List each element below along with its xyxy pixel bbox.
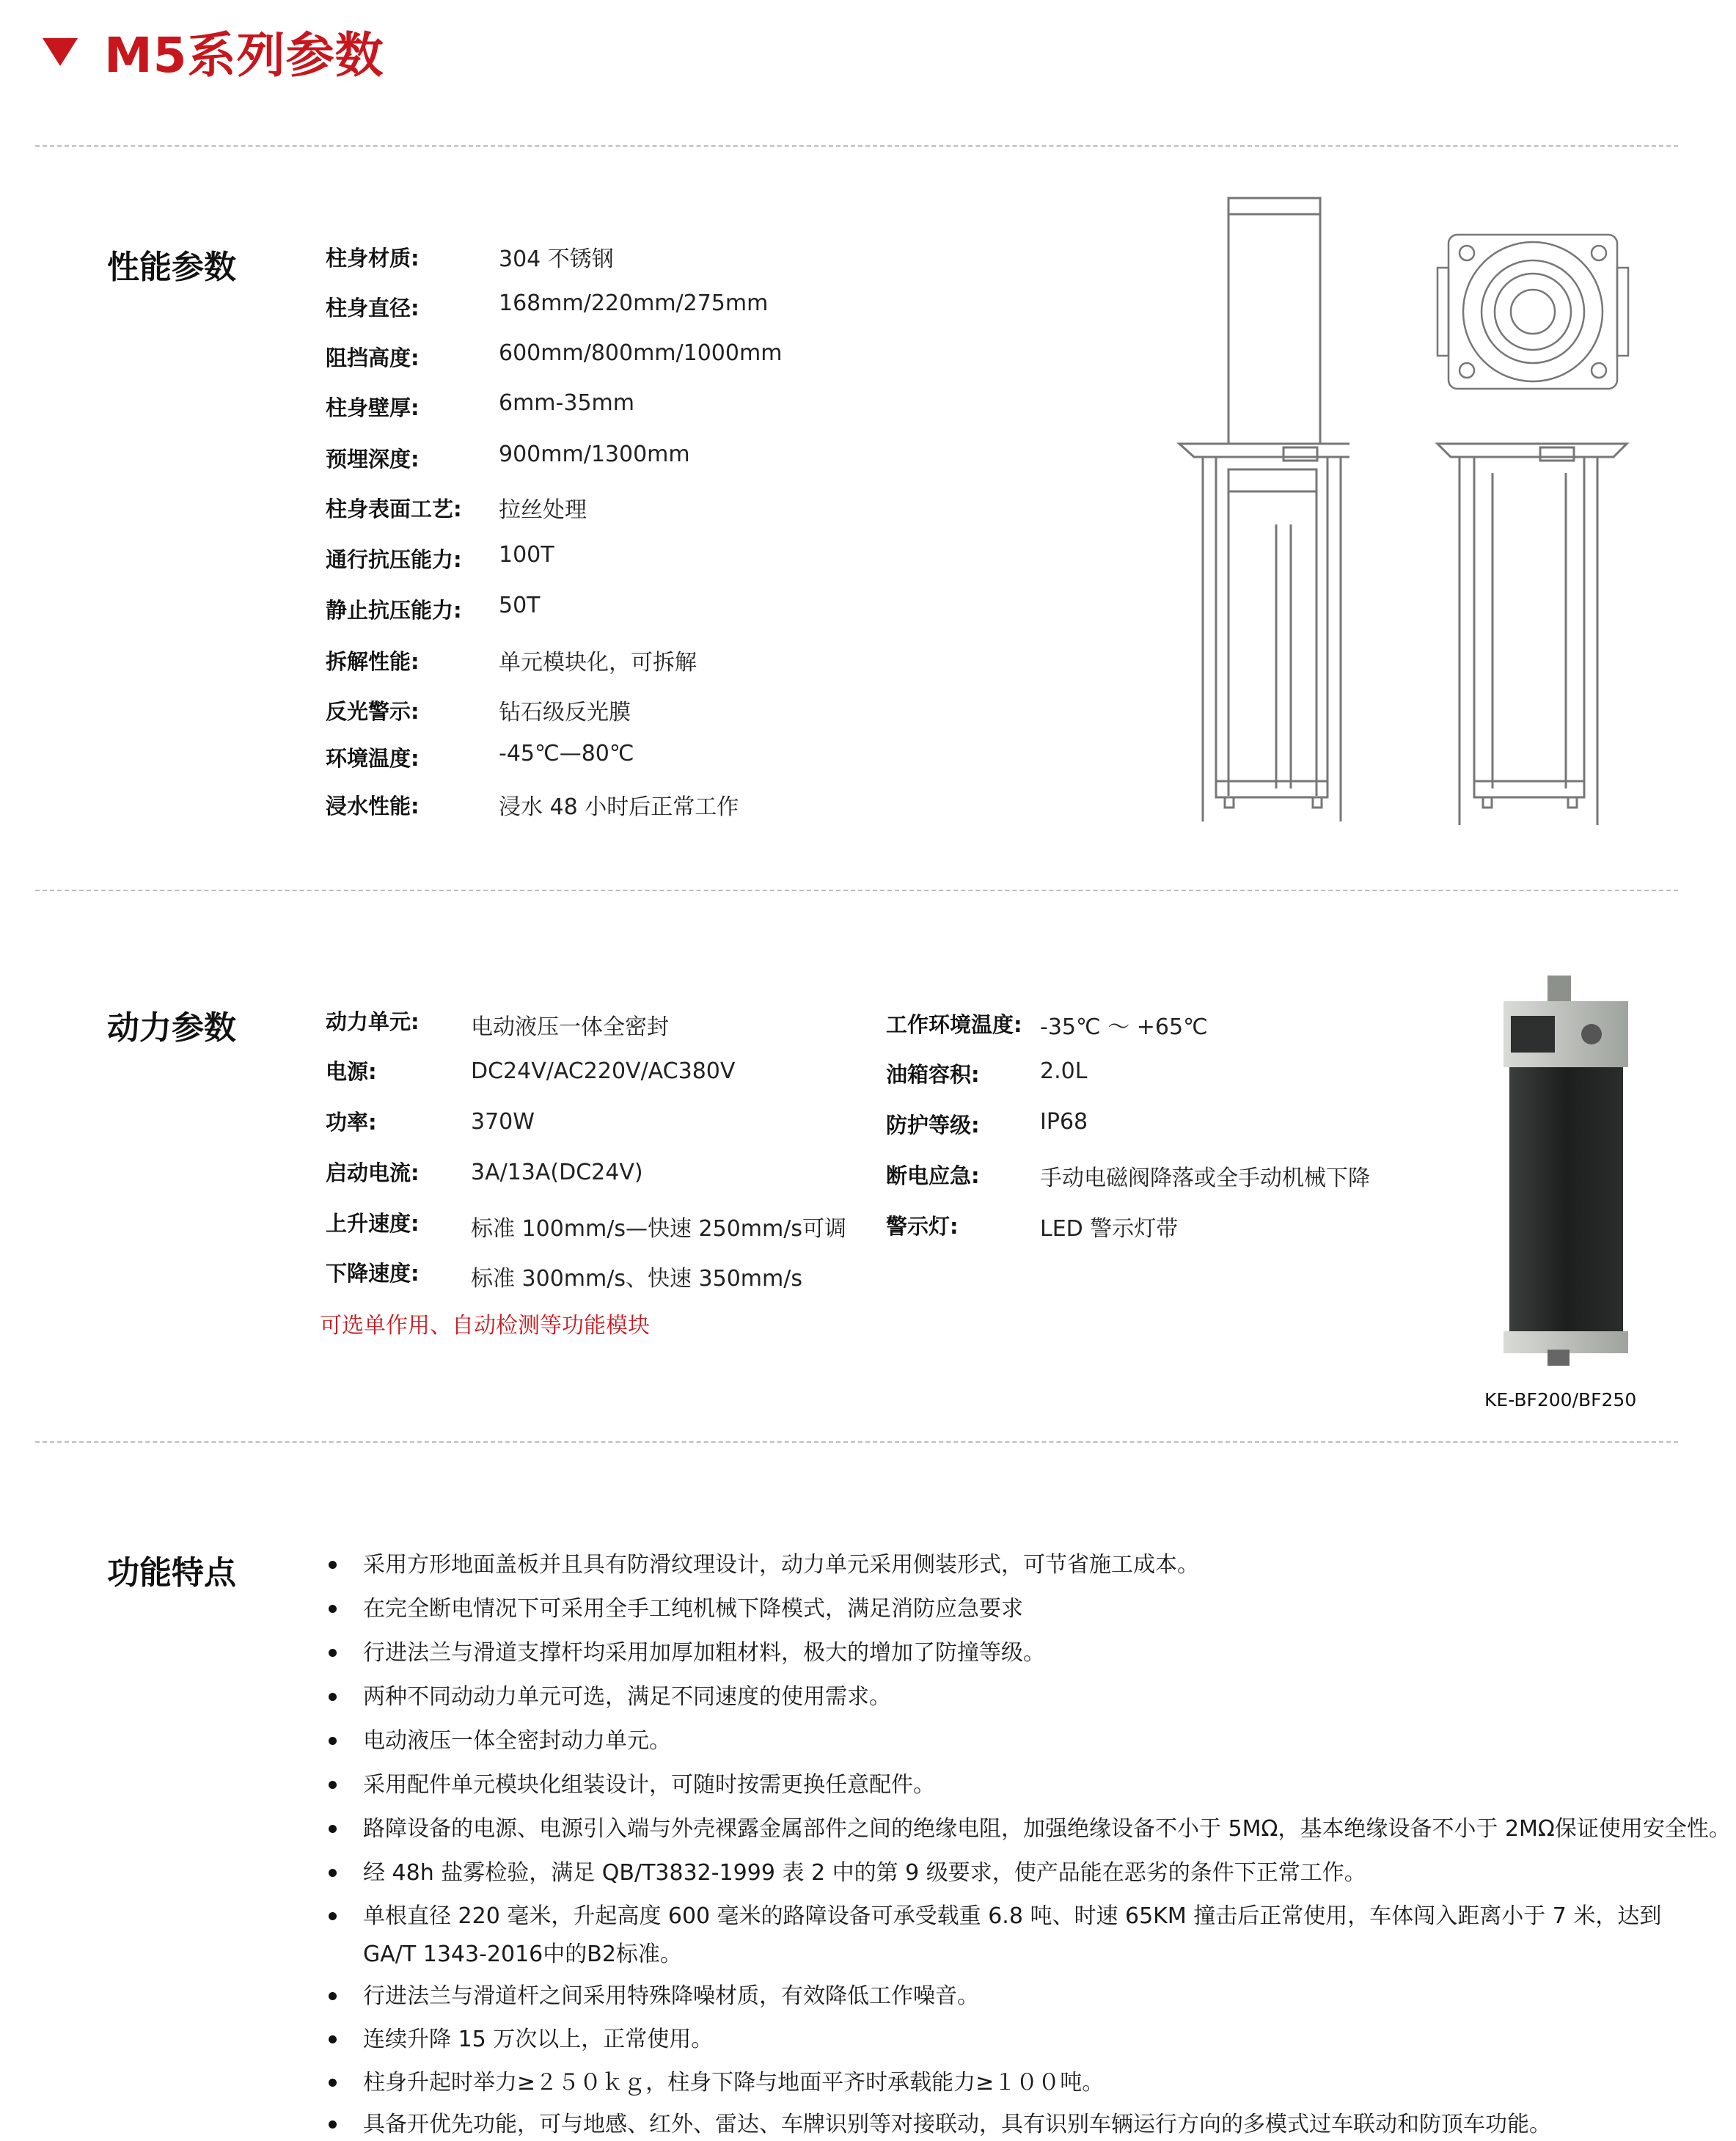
feature-item: 路障设备的电源、电源引入端与外壳裸露金属部件之间的绝缘电阻，加强绝缘设备不小于 5MΩ，基本绝缘设备不小于 2MΩ保证使用安全性。: [363, 1816, 1731, 1842]
power-label: 电源:: [326, 1059, 377, 1084]
feature-item: 行进法兰与滑道支撑杆均采用加厚加粗材料，极大的增加了防撞等级。: [363, 1640, 1045, 1666]
perf-label: 反光警示:: [326, 699, 420, 724]
power-label: 防护等级:: [886, 1113, 980, 1138]
power-value: 370W: [471, 1109, 535, 1135]
features-heading: 功能特点: [107, 1554, 236, 1592]
divider: [35, 1441, 1678, 1443]
power-value: 2.0L: [1040, 1058, 1088, 1084]
power-label: 警示灯:: [886, 1214, 959, 1239]
feature-item: 具备开优先功能，可与地感、红外、雷达、车牌识别等对接联动，具有识别车辆运行方向的多模式过车联动和防顶车功能。: [363, 2112, 1551, 2137]
perf-label: 柱身直径:: [326, 296, 420, 321]
perf-value: 单元模块化，可拆解: [499, 650, 697, 676]
perf-label: 环境温度:: [326, 746, 420, 771]
perf-value: 304 不锈钢: [499, 246, 614, 272]
perf-label: 预埋深度:: [326, 447, 420, 472]
feature-item: 单根直径 220 毫米，升起高度 600 毫米的路障设备可承受载重 6.8 吨、时速 65KM 撞击后正常使用，车体闯入距离小于 7 米，达到: [363, 1903, 1662, 1929]
power-unit-image: [1496, 972, 1636, 1368]
power-label: 工作环境温度:: [886, 1012, 1022, 1037]
bollard-top-view: [1430, 224, 1636, 407]
power-value: DC24V/AC220V/AC380V: [471, 1058, 736, 1084]
power-label: 断电应急:: [886, 1163, 980, 1188]
bullet-icon: [329, 1869, 337, 1877]
perf-value: 浸水 48 小时后正常工作: [499, 794, 739, 820]
perf-value: 拉丝处理: [499, 497, 587, 523]
feature-item: GA/T 1343-2016中的B2标准。: [363, 1941, 682, 1967]
bullet-icon: [329, 1737, 337, 1745]
perf-value: 168mm/220mm/275mm: [499, 290, 769, 316]
bollard-drawing: [1173, 194, 1349, 825]
bollard-drawing-lowered: [1430, 436, 1643, 832]
bullet-icon: [329, 2079, 337, 2087]
feature-item: 连续升降 15 万次以上，正常使用。: [363, 2027, 714, 2052]
title-text: M5系列参数: [104, 27, 384, 84]
feature-item: 采用配件单元模块化组装设计，可随时按需更换任意配件。: [363, 1772, 935, 1798]
bullet-icon: [329, 1992, 337, 2000]
feature-item: 行进法兰与滑道杆之间采用特殊降噪材质，有效降低工作噪音。: [363, 1983, 979, 2009]
power-value: 3A/13A(DC24V): [471, 1160, 643, 1185]
power-label: 上升速度:: [326, 1211, 420, 1236]
perf-label: 浸水性能:: [326, 794, 420, 819]
power-value: 电动液压一体全密封: [471, 1014, 669, 1040]
feature-item: 采用方形地面盖板并且具有防滑纹理设计，动力单元采用侧装形式，可节省施工成本。: [363, 1552, 1199, 1578]
bullet-icon: [329, 2120, 337, 2129]
perf-value: 钻石级反光膜: [499, 700, 631, 725]
power-label: 油箱容积:: [886, 1062, 980, 1087]
power-value: LED 警示灯带: [1040, 1216, 1179, 1242]
perf-value: 6mm-35mm: [499, 390, 634, 416]
power-label: 功率:: [326, 1110, 377, 1135]
power-value: 标准 100mm/s—快速 250mm/s可调: [471, 1216, 846, 1242]
feature-item: 在完全断电情况下可采用全手工纯机械下降模式，满足消防应急要求: [363, 1596, 1023, 1622]
perf-value: 600mm/800mm/1000mm: [499, 340, 783, 366]
perf-label: 拆解性能:: [326, 649, 420, 674]
perf-value: 50T: [499, 593, 541, 618]
power-value: 标准 300mm/s、快速 350mm/s: [471, 1266, 802, 1292]
perf-value: -45℃—80℃: [499, 741, 634, 766]
page-title: [43, 16, 384, 86]
power-label: 动力单元:: [326, 1009, 420, 1034]
bullet-icon: [329, 1649, 337, 1657]
bullet-icon: [329, 1693, 337, 1701]
bullet-icon: [329, 1825, 337, 1833]
divider: [35, 890, 1678, 891]
power-value: -35℃ ～ +65℃: [1040, 1014, 1208, 1040]
perf-label: 阻挡高度:: [326, 345, 420, 370]
divider: [35, 145, 1678, 147]
feature-item: 电动液压一体全密封动力单元。: [363, 1728, 671, 1754]
perf-label: 柱身表面工艺:: [326, 497, 462, 521]
power-value: IP68: [1040, 1109, 1088, 1135]
power-value: 手动电磁阀降落或全手动机械下降: [1040, 1165, 1370, 1191]
bullet-icon: [329, 1561, 337, 1569]
feature-item: 两种不同动动力单元可选，满足不同速度的使用需求。: [363, 1684, 891, 1710]
triangle-down-icon: [43, 38, 78, 66]
power-unit-caption: KE-BF200/BF250: [1484, 1389, 1637, 1410]
power-heading: 动力参数: [107, 1009, 236, 1047]
perf-value: 100T: [499, 542, 554, 568]
power-label: 启动电流:: [326, 1160, 420, 1185]
bullet-icon: [329, 1912, 337, 1920]
perf-label: 柱身材质:: [326, 246, 420, 271]
bullet-icon: [329, 2035, 337, 2043]
bullet-icon: [329, 1605, 337, 1613]
perf-label: 静止抗压能力:: [326, 598, 462, 623]
optional-modules-note: 可选单作用、自动检测等功能模块: [320, 1313, 650, 1339]
perf-value: 900mm/1300mm: [499, 442, 690, 467]
bullet-icon: [329, 1781, 337, 1789]
performance-heading: 性能参数: [107, 249, 236, 286]
power-label: 下降速度:: [326, 1261, 420, 1286]
feature-item: 经 48h 盐雾检验，满足 QB/T3832-1999 表 2 中的第 9 级要求，使产品能在恶劣的条件下正常工作。: [363, 1860, 1366, 1886]
feature-item: 柱身升起时举力≥２５０ｋｇ，柱身下降与地面平齐时承载能力≥１００吨。: [363, 2070, 1105, 2096]
perf-label: 通行抗压能力:: [326, 547, 462, 572]
perf-label: 柱身壁厚:: [326, 395, 420, 420]
